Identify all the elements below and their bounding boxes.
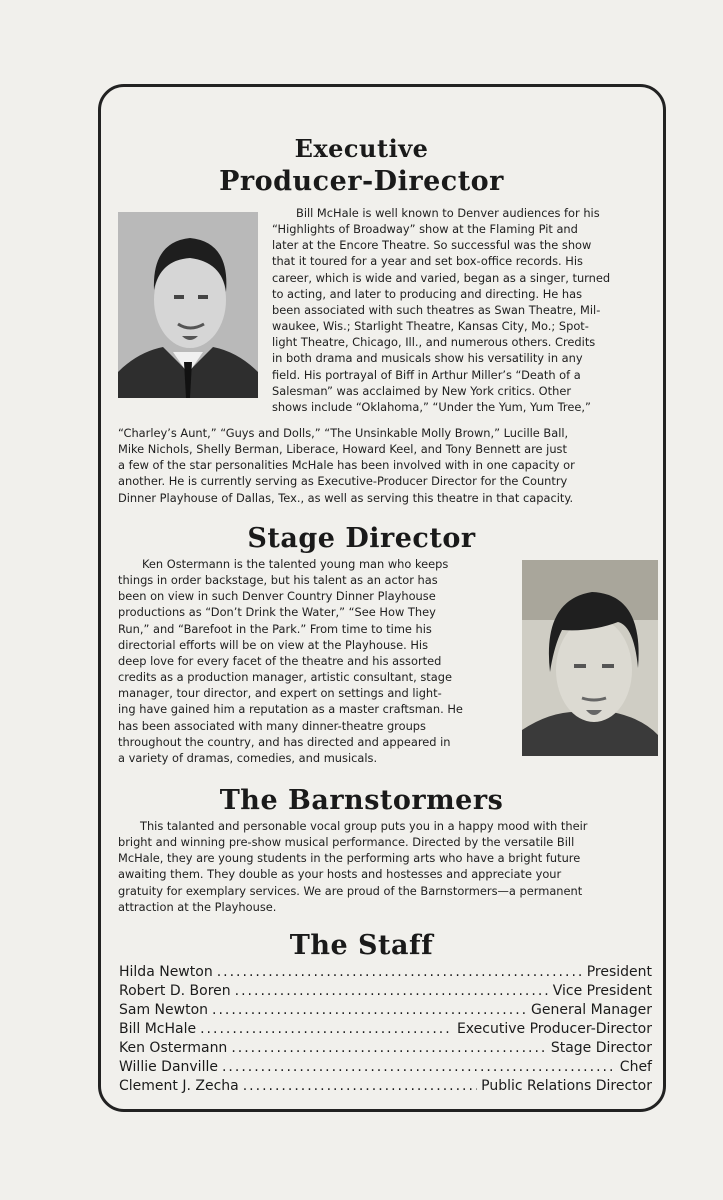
stage-line: throughout the country, and has directed and appeared in (118, 734, 451, 749)
dot-leader (200, 1020, 453, 1039)
executive-line: waukee, Wis.; Starlight Theatre, Kansas City, Mo.; Spot- (272, 319, 589, 334)
executive-line: Bill McHale is well known to Denver audiences for his (296, 206, 600, 220)
staff-row (119, 963, 652, 982)
dot-leader (235, 982, 549, 1001)
staff-row (119, 1020, 652, 1039)
stage-line: has been associated with many dinner-theatre groups (118, 718, 426, 733)
dot-leader (243, 1077, 477, 1096)
staff-name: Bill McHale (119, 1021, 197, 1037)
stage-line: things in order backstage, but his talent as an actor has (118, 573, 438, 588)
stage-director-bio (118, 556, 510, 766)
staff-row (119, 1001, 652, 1020)
staff-list (119, 963, 652, 1096)
stage-line: Run,” and “Barefoot in the Park.” From time to time his (118, 621, 432, 636)
stage-line: credits as a production manager, artistic consultant, stage (118, 670, 452, 685)
staff-row (119, 982, 652, 1001)
dot-leader (217, 963, 583, 982)
executive-line: light Theatre, Chicago, Ill., and numerous others. Credits (272, 335, 596, 350)
staff-title: President (586, 964, 652, 980)
barnstormers-line: attraction at the Playhouse. (118, 899, 277, 914)
dot-leader (212, 1001, 527, 1020)
executive-line: “Charley’s Aunt,” “Guys and Dolls,” “The Unsinkable Molly Brown,” Lucille Ball, (118, 426, 569, 440)
barnstormers-line: This talanted and personable vocal group puts you in a happy mood with their (140, 819, 588, 833)
ken-ostermann-photo (522, 560, 658, 756)
staff-row (119, 1039, 652, 1058)
executive-line: another. He is currently serving as Executive-Producer Director for the Country (118, 474, 568, 489)
executive-line: that it toured for a year and set box-office records. His (272, 254, 583, 269)
staff-title: Chef (619, 1059, 652, 1075)
staff-name: Ken Ostermann (119, 1040, 228, 1056)
staff-name: Robert D. Boren (119, 983, 231, 999)
stage-line: productions as “Don’t Drink the Water,” “See How They (118, 605, 436, 620)
barnstormers-text (118, 818, 654, 915)
staff-title: Public Relations Director (481, 1078, 652, 1094)
staff-name: Willie Danville (119, 1059, 218, 1075)
executive-heading-line2: Producer-Director (219, 166, 504, 197)
executive-line: Salesman” was acclaimed by New York critics. Other (272, 383, 572, 398)
stage-line: Ken Ostermann is the talented young man who keeps (142, 557, 449, 571)
executive-line: Mike Nichols, Shelly Berman, Liberace, Howard Keel, and Tony Bennett are just (118, 442, 567, 457)
executive-line: Dinner Playhouse of Dallas, Tex., as well as serving this theatre in that capacity. (118, 490, 574, 505)
staff-title: Executive Producer-Director (456, 1021, 652, 1037)
executive-line: shows include “Oklahoma,” “Under the Yum, Yum Tree,” (272, 399, 591, 414)
stage-line: deep love for every facet of the theatre and his assorted (118, 653, 442, 668)
executive-line: a few of the star personalities McHale has been involved with in one capacity or (118, 458, 575, 473)
barnstormers-line: gratuity for exemplary services. We are proud of the Barnstormers—a permanent (118, 883, 583, 898)
staff-row (119, 1058, 652, 1077)
executive-line: “Highlights of Broadway” show at the Flaming Pit and (272, 222, 578, 237)
staff-title: Vice President (552, 983, 652, 999)
stage-line: manager, tour director, and expert on settings and light- (118, 686, 442, 701)
executive-line: to acting, and later to producing and directing. He has (272, 286, 583, 301)
stage-line: a variety of dramas, comedies, and musicals. (118, 750, 378, 765)
stage-line: been on view in such Denver Country Dinner Playhouse (118, 589, 436, 604)
executive-line: been associated with such theatres as Swan Theatre, Mil- (272, 302, 601, 317)
staff-title: General Manager (531, 1002, 652, 1018)
barnstormers-line: bright and winning pre-show musical performance. Directed by the versatile Bill (118, 835, 575, 850)
dot-leader (222, 1058, 616, 1077)
dot-leader (231, 1039, 547, 1058)
bill-mchale-photo (118, 212, 258, 398)
barnstormers-line: McHale, they are young students in the performing arts who have a bright future (118, 851, 581, 866)
executive-line: later at the Encore Theatre. So successful was the show (272, 238, 592, 253)
executive-bio-full (118, 425, 654, 506)
staff-row (119, 1077, 652, 1096)
executive-line: career, which is wide and varied, began as a singer, turned (272, 270, 611, 285)
staff-heading: The Staff (289, 930, 434, 961)
stage-line: directorial efforts will be on view at the Playhouse. His (118, 637, 429, 652)
stage-line: ing have gained him a reputation as a master craftsman. He (118, 702, 463, 717)
barnstormers-heading: The Barnstormers (219, 785, 504, 816)
staff-title: Stage Director (550, 1040, 652, 1056)
staff-name: Clement J. Zecha (119, 1078, 239, 1094)
staff-name: Hilda Newton (119, 964, 213, 980)
executive-line: field. His portrayal of Biff in Arthur Miller’s “Death of a (272, 367, 581, 382)
executive-bio-column (272, 205, 654, 415)
executive-heading-line1: Executive (294, 134, 429, 163)
barnstormers-line: awaiting them. They double as your hosts and hostesses and appreciate your (118, 867, 562, 882)
staff-name: Sam Newton (119, 1002, 209, 1018)
executive-line: in both drama and musicals show his versatility in any (272, 351, 583, 366)
stage-director-heading: Stage Director (247, 523, 476, 554)
